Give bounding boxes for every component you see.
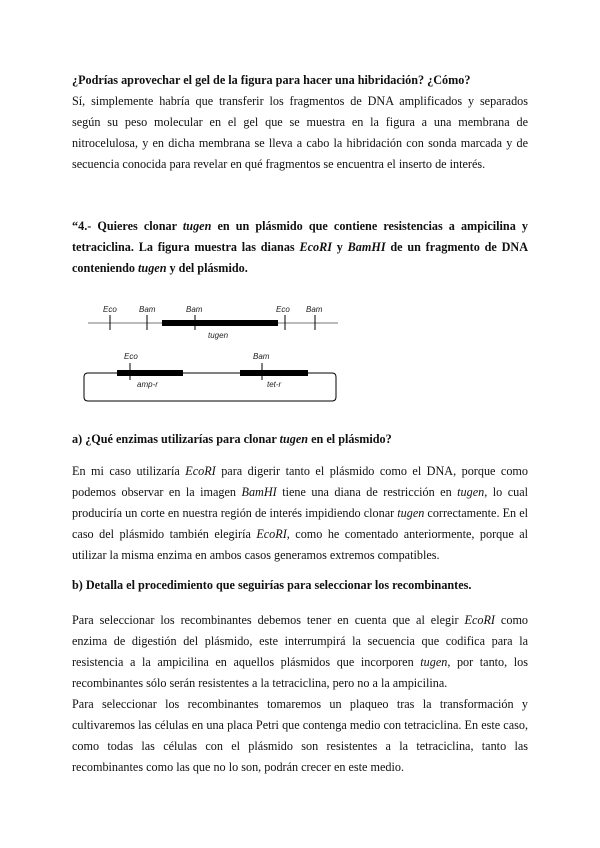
amp-r-label: amp-r (137, 380, 158, 389)
tugen-bar (162, 320, 278, 326)
question-4-statement: “4.- Quieres clonar tugen en un plásmido que contiene resistencias a ampicilina y tetraciclina. La figura muestra las dianas EcoRI y BamHI de un fragmento de DNA conteniendo tugen y del plásmido. (72, 219, 529, 275)
fragment-label-eco-1: Eco (103, 305, 117, 314)
tet-r-label: tet-r (267, 380, 282, 389)
part-a-answer: En mi caso utilizaría EcoRI para digerir tanto el plásmido como el DNA, porque como podemos observar en la imagen BamHI tiene una diana de restricción en tugen, lo cual produciría un corte en nuestra región de interés impidiendo clonar tugen correctamente. En el caso del plásmido también elegiría EcoRI, como he comentado anteriormente, porque al utilizar la misma enzima en ambos casos generamos extremos compatibles. (72, 464, 529, 562)
part-a-question: a) ¿Qué enzimas utilizarías para clonar tugen en el plásmido? (72, 432, 392, 446)
hibridacion-question: ¿Podrías aprovechar el gel de la figura para hacer una hibridación? ¿Cómo? (72, 73, 471, 87)
plasmid-label-bam: Bam (253, 352, 270, 361)
part-b-question: b) Detalla el procedimiento que seguirías para seleccionar los recombinantes. (72, 578, 472, 592)
part-b-answer-2: Para seleccionar los recombinantes tomaremos un plaqueo tras la transformación y cultivaremos las células en una placa Petri que contenga medio con tetraciclina. En este caso, como todas las células con el plásmido son resistentes a la tetraciclina, tanto las recombinantes como las que no lo son, podrán crecer en este medio. (72, 697, 528, 774)
amp-r-bar (117, 370, 183, 376)
tugen-label: tugen (208, 331, 229, 340)
plasmid-label-eco: Eco (124, 352, 138, 361)
part-b-answer-1: Para seleccionar los recombinantes debemos tener en cuenta que al elegir EcoRI como enzima de digestión del plásmido, este interrumpirá la secuencia que codifica para la resistencia a la ampicilina en aquellos plásmidos que incorporen tugen, por tanto, los recombinantes sólo serán resistentes a la tetraciclina, pero no a la ampicilina. (72, 613, 529, 690)
tet-r-bar (240, 370, 308, 376)
hibridacion-answer: Sí, simplemente habría que transferir los fragmentos de DNA amplificados y separados según su peso molecular en el gel que se muestra en la figura a una membrana de nitrocelulosa, y en dicha membrana se lleva a cabo la hibridación con sonda marcada y de secuencia conocida para revelar en qué fragmentos se encuentra el inserto de interés. (72, 94, 528, 171)
fragment-label-bam-2: Bam (186, 305, 203, 314)
fragment-label-bam-3: Bam (306, 305, 323, 314)
restriction-map-figure (80, 298, 370, 408)
fragment-label-bam-1: Bam (139, 305, 156, 314)
fragment-label-eco-2: Eco (276, 305, 290, 314)
plasmid-outline (84, 373, 336, 401)
